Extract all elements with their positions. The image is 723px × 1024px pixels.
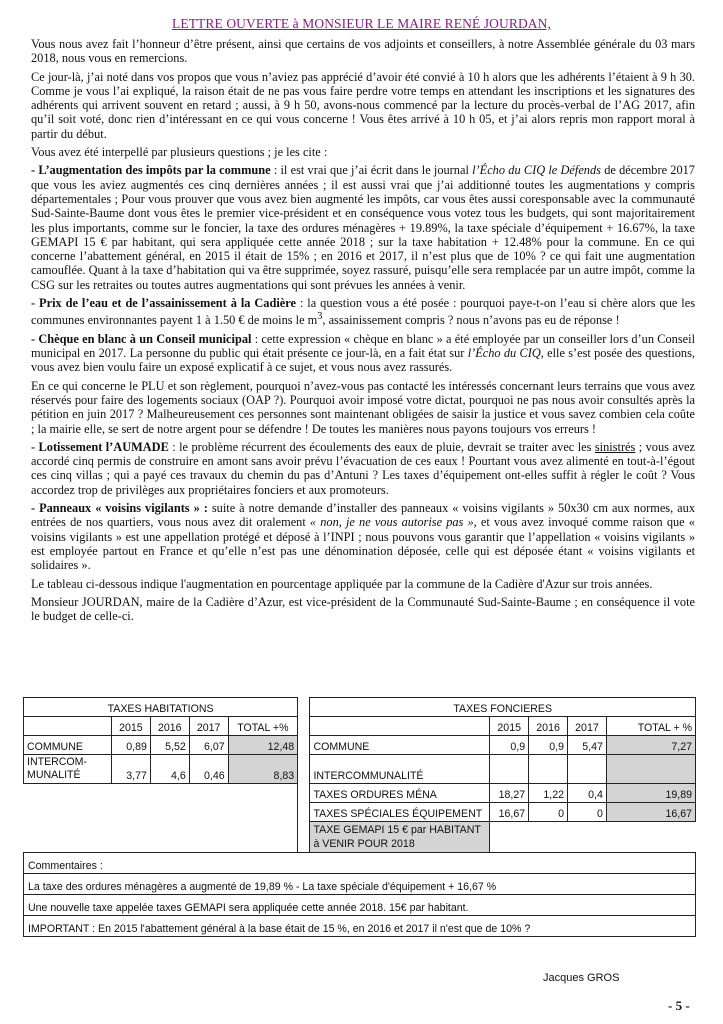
row-label: INTERCOM- MUNALITÉ bbox=[24, 755, 112, 784]
table-cell: 0,9 bbox=[529, 736, 568, 755]
paragraph-table-intro: Le tableau ci-dessous indique l'augmentation en pourcentage appliquée par la commune de la Cadière d'Azur sur trois années. bbox=[31, 576, 653, 591]
paragraph-panels: - Panneaux « voisins vigilants » : suite à notre demande d’installer des panneaux « voisins vigilants » 50x30 cm aux normes, aux entrées de nos quartiers, vous nous avez dit oralement « non, je ne vous autorise pas », et vous avez invoqué comme raison que « voisins vigilants » est une appellation protégé et déposé à l’INPI ; nous pouvons vous garantir que l’appellation « voisins vigilants » est employée partout en France et qu’elle n’est pas une dénomination déposée, celle qui est déposée étant « voisins vigilants et solidaires ». bbox=[31, 501, 695, 573]
habitation-header: TAXES HABITATIONS bbox=[24, 698, 298, 717]
table-cell: 5,52 bbox=[150, 736, 189, 755]
year-header: 2015 bbox=[490, 717, 529, 736]
table-cell: 4,6 bbox=[150, 755, 189, 784]
total-cell: 12,48 bbox=[228, 736, 298, 755]
table-row bbox=[24, 853, 696, 874]
comment-line: La taxe des ordures ménagères a augmenté de 19,89 % - La taxe spéciale d'équipement + 16,67 % bbox=[24, 874, 696, 895]
heading-taxes: - L’augmentation des impôts par la commune bbox=[31, 163, 271, 178]
row-label: INTERCOMMUNALITÉ bbox=[310, 755, 490, 784]
letter-body bbox=[31, 37, 695, 627]
table-cell: 0,4 bbox=[568, 784, 607, 803]
heading-panels: - Panneaux « voisins vigilants » : bbox=[31, 501, 208, 516]
mayor-quote: « non, je ne vous autorise pas », bbox=[309, 515, 477, 530]
underlined-word: sinistrés bbox=[594, 439, 636, 454]
heading-water: - Prix de l’eau et de l’assainissement à la Cadière bbox=[31, 296, 296, 311]
table-row bbox=[24, 698, 696, 717]
row-label: TAXES SPÉCIALES ÉQUIPEMENT bbox=[310, 803, 490, 822]
journal-name: l’Écho du CIQ le Défends bbox=[472, 163, 601, 178]
table-cell: 0,46 bbox=[189, 755, 228, 784]
row-label: COMMUNE bbox=[310, 736, 490, 755]
signature: Jacques GROS bbox=[543, 972, 620, 984]
paragraph-questions-intro: Vous avez été interpellé par plusieurs questions ; je les cite : bbox=[31, 145, 328, 160]
letter-title: LETTRE OUVERTE à MONSIEUR LE MAIRE RENÉ JOURDAN, bbox=[172, 16, 551, 31]
table-row bbox=[24, 803, 696, 822]
table-row bbox=[24, 916, 696, 937]
year-header: 2017 bbox=[568, 717, 607, 736]
total-cell: 16,67 bbox=[606, 803, 695, 822]
comment-line: Une nouvelle taxe appelée taxes GEMAPI sera appliquée cette année 2018. 15€ par habitant. bbox=[24, 895, 696, 916]
paragraph-vice-president: Monsieur JOURDAN, maire de la Cadière d’Azur, est vice-président de la Communauté Sud-Sainte-Baume ; en conséquence il vote le budget de celle-ci. bbox=[31, 594, 695, 624]
table-cell: 5,47 bbox=[568, 736, 607, 755]
page-number: - 5 - bbox=[668, 998, 690, 1013]
year-header: 2016 bbox=[529, 717, 568, 736]
table-cell: 0 bbox=[568, 803, 607, 822]
row-label: COMMUNE bbox=[24, 736, 112, 755]
table-row bbox=[24, 822, 696, 853]
paragraph-meeting-time: Ce jour-là, j’ai noté dans vos propos que vous n’aviez pas apprécié d’avoir été convié à 10 h alors que les adhérents l’étaient à 9 h 30. Comme je vous l’ai expliqué, la raison était de ne pas vous faire perdre votre temps en attendant les inscriptions et les signatures des adhérents qui arrivent souvent en retard ; aussi, à 9 h 50, avons-nous commencé par la lecture du procès-verbal de l’AG 2017, afin qu’il soit voté, donc rien d’intéressant en ce qui vous concerne ! Vous êtes arrivé à 10 h 05, et j’ai alors repris mon rapport moral à partir du début. bbox=[31, 69, 695, 141]
heading-blank-check: - Chèque en blanc à un Conseil municipal bbox=[31, 331, 252, 346]
paragraph-water: - Prix de l’eau et de l’assainissement à la Cadière : la question vous a été posée : pourquoi paye-t-on l’eau si chère alors que les communes environnantes payent 1 à 1.50 € de moins le $m^3$, assainissement compris ? nous n’avons pas eu de réponse ! bbox=[31, 296, 696, 328]
journal-name-short: l’Écho du CIQ bbox=[467, 346, 541, 361]
table-cell: 18,27 bbox=[490, 784, 529, 803]
table-cell: 1,22 bbox=[529, 784, 568, 803]
table-row bbox=[24, 755, 696, 784]
table-cell: 0,89 bbox=[111, 736, 150, 755]
paragraph-aumade: - Lotissement l’AUMADE : le problème récurrent des écoulements des eaux de pluie, devrait se traiter avec les sinistrés ; vous avez accordé cinq permis de construire en amont sans avoir prévu l’évacuation de ces eaux ! Pourtant vous avez alimenté en tout-à-l’égout ces cinq villas ; qui a payé ces travaux du chemin du pas d’Antuni ? Les taxes d’équipement ont-elles suffit à régler le coût ? Vous accordez trop de privilèges aux propriétaires fonciers et aux promoteurs. bbox=[31, 439, 695, 497]
paragraph-taxes: - L’augmentation des impôts par la commune : il est vrai que j’ai écrit dans le journal l’Écho du CIQ le Défends de décembre 2017 que vous les aviez augmentés ces cinq dernières années ; il est aussi vrai que j’ai additionné toutes les augmentations y compris départementales ; Pour vous prouver que vous avez bien augmenté les impôts, car vous êtes aussi coresponsable avec la communauté Sud-Sainte-Baume dont vous êtes le premier vice-président et en conséquence vous votez tous les budgets, qui sont majoritairement les plus importants, comme sur le foncier, la taxe des ordures ménagères + 19.89%, la taxe spéciale d’équipement + 16.67%, la taxe GEMAPI 15 € par habitant, qui sera appliquée cette année 2018 ; sur la taxe habitation + 12.48% pour la commune. En ce qui concerne l’abattement général, en 2015 il était de 15% ; en 2016 et 2017, il n’est plus que de 10% ? ce qui fait une augmentation camouflée. Quant à la taxe d’habitation qui va être supprimée, soyez rassuré, puisqu’elle sera remplacée par un autre impôt, comme la CSG sur les retraites ou toutes autres augmentations qui sont prévues les années à venir. bbox=[31, 163, 695, 292]
total-cell: 8,83 bbox=[228, 755, 298, 784]
comment-line: IMPORTANT : En 2015 l'abattement général à la base était de 15 %, en 2016 et 2017 il n'est que de 10% ? bbox=[24, 916, 696, 937]
total-header: TOTAL + % bbox=[606, 717, 695, 736]
total-cell: 19,89 bbox=[606, 784, 695, 803]
table-cell: 16,67 bbox=[490, 803, 529, 822]
table-cell: 0,9 bbox=[490, 736, 529, 755]
paragraph-plu: En ce qui concerne le PLU et son règlement, pourquoi n’avez-vous pas contacté les intéressés concernant leurs terrains que vous avez réservés pour faire des logements sociaux (OAP ?). Pourquoi avoir imposé votre dictat, pourquoi ne pas nous avoir consultés après la pétition en juin 2017 ? Malheureusement ces personnes sont maintenant obligées de saisir la justice et vous savez combien cela coûte ; la mairie elle, se sert de notre argent pour se défendre ! De toutes les manières nous payons toujours vos erreurs ! bbox=[31, 378, 695, 436]
tax-table bbox=[23, 697, 696, 937]
table-cell: 0 bbox=[529, 803, 568, 822]
paragraph-thanks: Vous nous avez fait l’honneur d’être présent, ainsi que certains de vos adjoints et conseillers, à notre Assemblée générale du 03 mars 2018, nous vous en remercions. bbox=[31, 37, 695, 66]
row-label: TAXES ORDURES MÉNA bbox=[310, 784, 490, 803]
year-header: 2015 bbox=[111, 717, 150, 736]
comments-label: Commentaires : bbox=[24, 853, 696, 874]
gemapi-cell: TAXE GEMAPI 15 € par HABITANT à VENIR POUR 2018 bbox=[310, 822, 490, 853]
paragraph-blank-check: - Chèque en blanc à un Conseil municipal : cette expression « chèque en blanc » a été employée par un conseiller lors d’un Conseil municipal en 2017. La personne du public qui était présente ce jour-là, en a fait état sur l’Écho du CIQ, elle s’est posée des questions, vous avez bien voulu faire un exposé explicatif à ce sujet, et vous nous avez rassurés. bbox=[31, 331, 695, 375]
year-header: 2017 bbox=[189, 717, 228, 736]
total-header: TOTAL +% bbox=[228, 717, 298, 736]
table-row bbox=[24, 736, 696, 755]
table-row bbox=[24, 784, 696, 803]
fonciere-header: TAXES FONCIERES bbox=[310, 698, 696, 717]
table-cell: 3,77 bbox=[111, 755, 150, 784]
year-header: 2016 bbox=[150, 717, 189, 736]
table-row bbox=[24, 874, 696, 895]
table-row bbox=[24, 895, 696, 916]
heading-aumade: - Lotissement l’AUMADE bbox=[31, 439, 169, 454]
table-cell: 6,07 bbox=[189, 736, 228, 755]
table-row bbox=[24, 717, 696, 736]
total-cell: 7,27 bbox=[606, 736, 695, 755]
